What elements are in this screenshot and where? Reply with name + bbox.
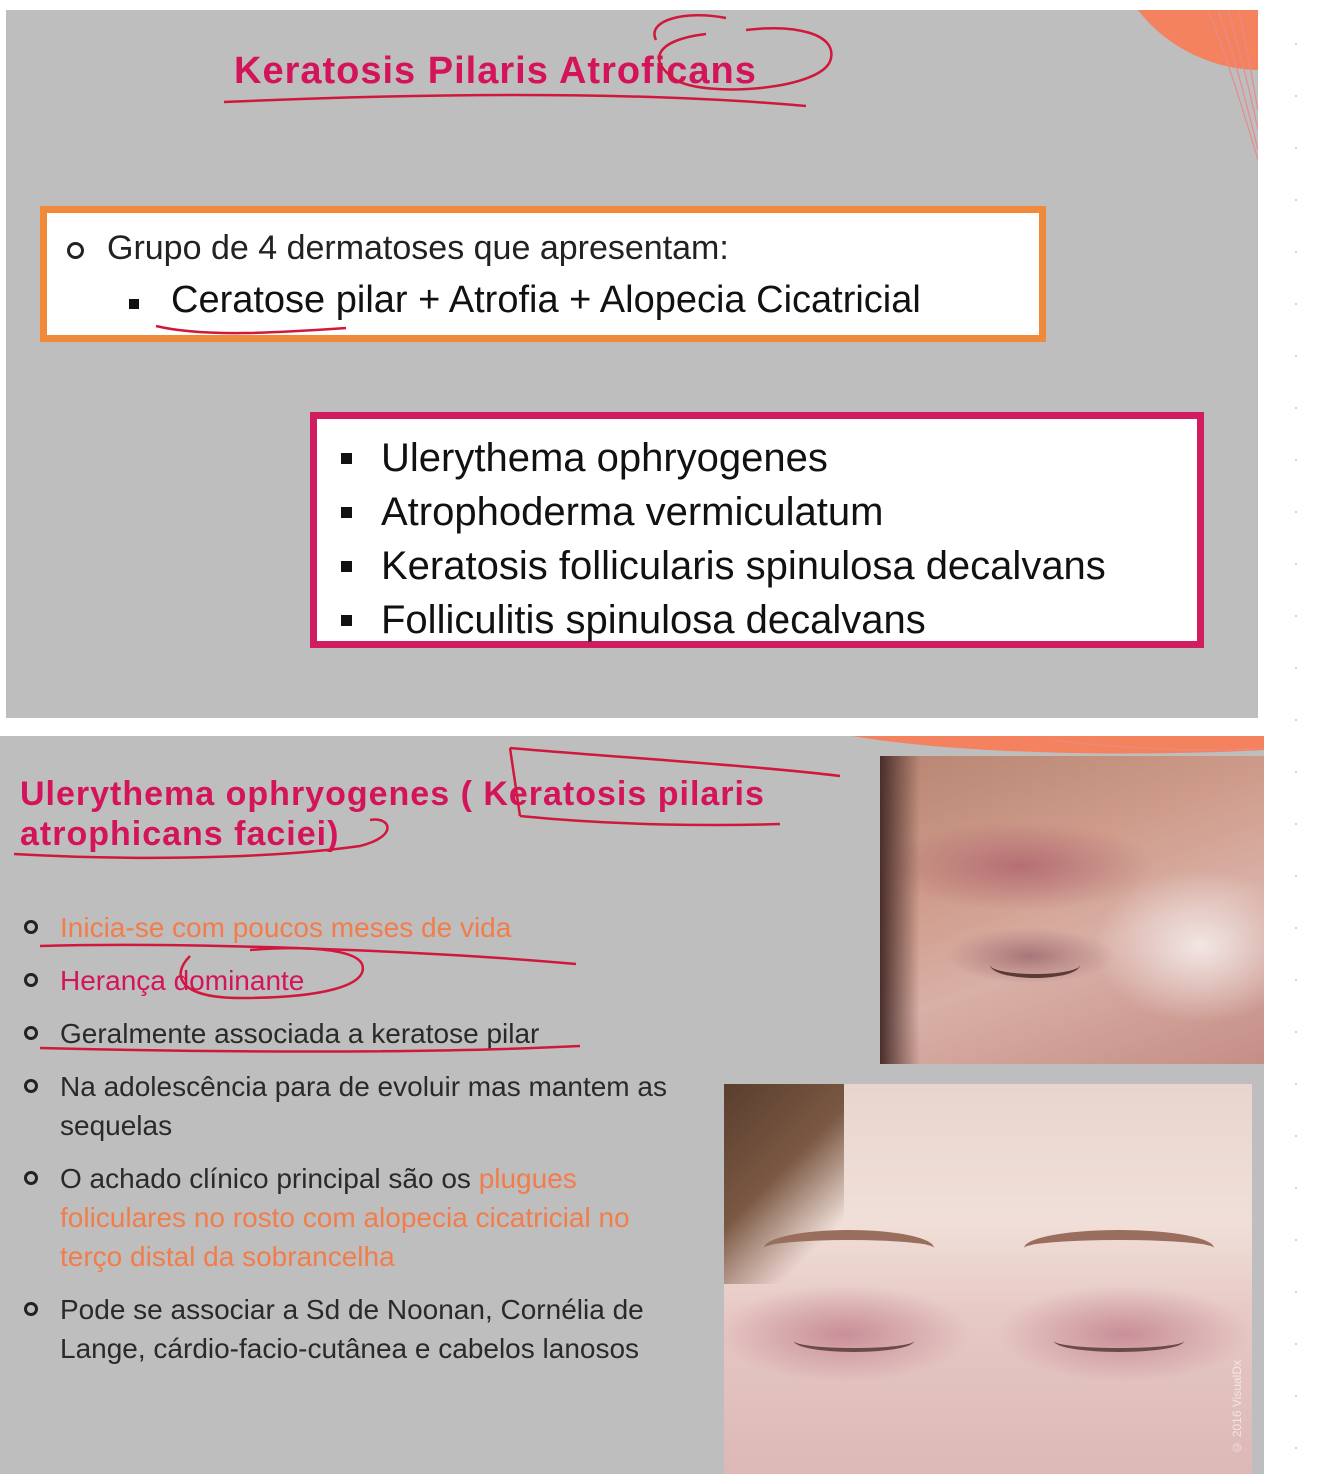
- findings-list: [22, 908, 682, 1382]
- list-item: Keratosis follicularis spinulosa decalvans: [337, 541, 1106, 595]
- slide2-title: Ulerythema ophryogenes ( Keratosis pilaris atrophicans faciei): [20, 775, 765, 853]
- list-item: Inicia-se com poucos meses de vida: [22, 908, 682, 947]
- list-item: Herança dominante: [22, 961, 682, 1000]
- slide-ulerythema-ophryogenes: [0, 736, 1264, 1474]
- hollow-bullet-icon: [24, 1079, 38, 1093]
- slide-top-decoration: [852, 736, 1264, 756]
- hollow-bullet-icon: [24, 1171, 38, 1185]
- list-item: Atrophoderma vermiculatum: [337, 487, 1106, 541]
- photo-watermark: © 2016 VisualDx: [1230, 1359, 1244, 1454]
- hollow-bullet-icon: [24, 1302, 38, 1316]
- hollow-bullet-icon: [24, 1026, 38, 1040]
- square-bullet-icon: [341, 507, 352, 518]
- hollow-bullet-icon: [24, 920, 38, 934]
- clinical-photo-eyebrow-closeup: [880, 756, 1264, 1064]
- hollow-bullet-icon: [24, 973, 38, 987]
- page-grid-dots: [1262, 0, 1334, 1474]
- definition-triad: Ceratose pilar + Atrofia + Alopecia Cicatricial: [171, 279, 921, 321]
- hollow-bullet-icon: [67, 242, 84, 259]
- slide1-title: Keratosis Pilaris Atroficans: [234, 50, 757, 92]
- list-item: Geralmente associada a keratose pilar: [22, 1014, 682, 1053]
- slide-keratosis-pilaris-atroficans: [6, 10, 1258, 718]
- subtypes-box: [310, 412, 1204, 648]
- square-bullet-icon: [129, 299, 139, 309]
- list-item: O achado clínico principal são os plugues foliculares no rosto com alopecia cicatricial no terço distal da sobrancelha: [22, 1159, 682, 1276]
- definition-line: Grupo de 4 dermatoses que apresentam:: [107, 229, 729, 267]
- list-item: Ulerythema ophryogenes: [337, 433, 1106, 487]
- square-bullet-icon: [341, 453, 352, 464]
- slide-corner-decoration: [1108, 10, 1258, 170]
- square-bullet-icon: [341, 561, 352, 572]
- square-bullet-icon: [341, 615, 352, 626]
- list-item: Na adolescência para de evoluir mas mantem as sequelas: [22, 1067, 682, 1145]
- list-item: Folliculitis spinulosa decalvans: [337, 595, 1106, 649]
- list-item: Pode se associar a Sd de Noonan, Cornélia de Lange, cárdio-facio-cutânea e cabelos lanosos: [22, 1290, 682, 1368]
- clinical-photo-face-eyebrows: [724, 1084, 1252, 1474]
- subtypes-list: [337, 433, 1106, 649]
- definition-box: [40, 206, 1046, 342]
